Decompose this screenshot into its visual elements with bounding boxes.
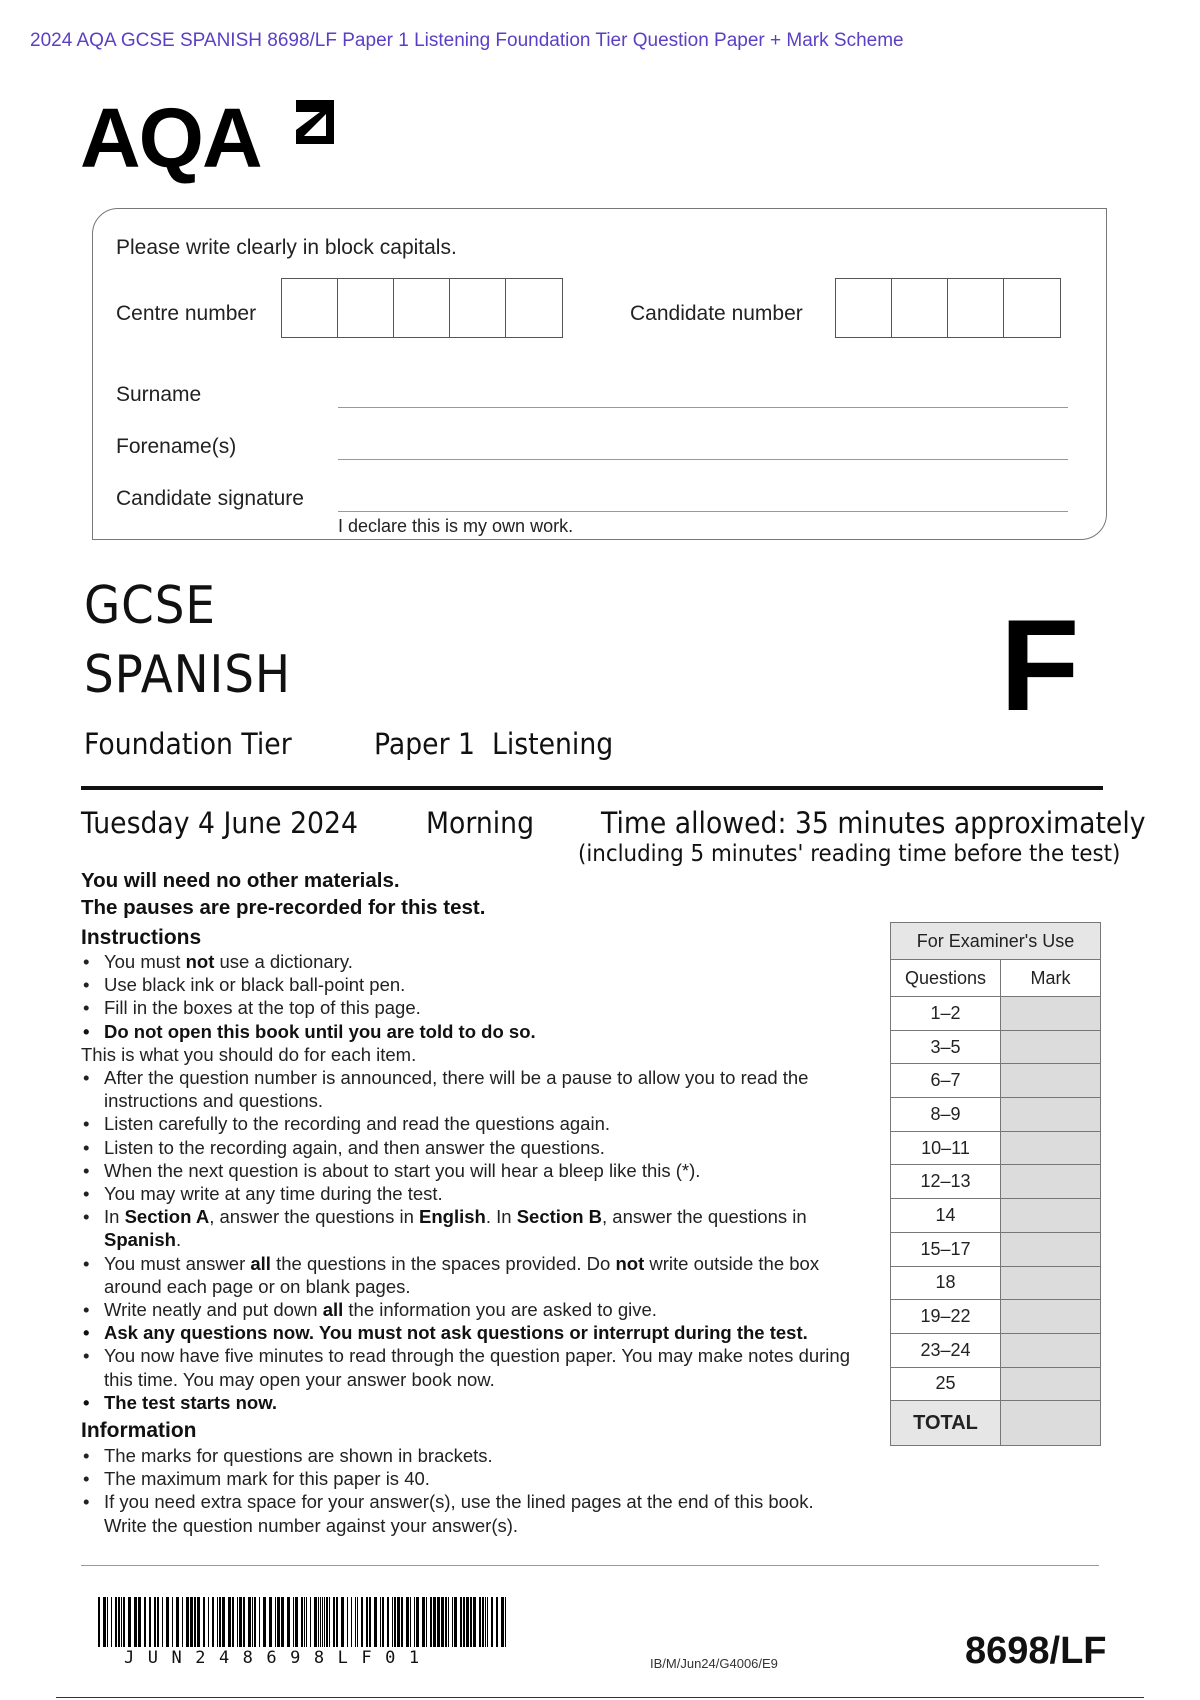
document-title-link[interactable]: 2024 AQA GCSE SPANISH 8698/LF Paper 1 Listening Foundation Tier Question Paper + Mark Scheme — [30, 30, 904, 51]
instruction-item: • You may write at any time during the test. — [81, 1182, 881, 1205]
declaration-text: I declare this is my own work. — [338, 516, 574, 536]
mark-cell — [1001, 1199, 1101, 1233]
barcode-text: JUN248698LF01 — [124, 1648, 433, 1668]
candidate-digit-box[interactable] — [892, 279, 948, 337]
mark-cell — [1001, 1131, 1101, 1165]
mark-cell — [1001, 1300, 1101, 1334]
question-range: 18 — [891, 1266, 1001, 1300]
information-block — [81, 1444, 851, 1537]
page-bottom-rule — [56, 1697, 1144, 1698]
mark-cell — [1001, 1333, 1101, 1367]
mark-cell — [1001, 1165, 1101, 1199]
barcode-icon — [98, 1597, 510, 1647]
materials-line-2: The pauses are pre-recorded for this test. — [81, 896, 486, 919]
instruction-item: • Fill in the boxes at the top of this page. — [81, 996, 881, 1019]
instruction-item: • Write neatly and put down all the information you are asked to give. — [81, 1298, 881, 1321]
subject-level: GCSE — [84, 576, 216, 636]
question-range: 10–11 — [891, 1131, 1001, 1165]
aqa-logo-icon — [282, 94, 340, 152]
instruction-item: • The test starts now. — [81, 1391, 881, 1414]
question-range: 14 — [891, 1199, 1001, 1233]
instruction-item: • Do not open this book until you are told to do so. — [81, 1020, 881, 1043]
footer-divider — [81, 1565, 1099, 1566]
question-range: 12–13 — [891, 1165, 1001, 1199]
instructions-block — [81, 950, 881, 1414]
mark-cell — [1001, 1064, 1101, 1098]
exam-date: Tuesday 4 June 2024 — [81, 806, 358, 840]
candidate-number-label: Candidate number — [630, 302, 803, 325]
instruction-item: • When the next question is about to start you will hear a bleep like this (*). — [81, 1159, 881, 1182]
question-range: 1–2 — [891, 997, 1001, 1031]
mark-column-header: Mark — [1001, 960, 1101, 997]
materials-line-1: You will need no other materials. — [81, 869, 400, 892]
instruction-item: • Ask any questions now. You must not ask questions or interrupt during the test. — [81, 1321, 881, 1344]
instruction-item: • Listen carefully to the recording and read the questions again. — [81, 1112, 881, 1135]
question-range: 6–7 — [891, 1064, 1001, 1098]
centre-digit-box[interactable] — [450, 279, 506, 337]
instructions-lead: This is what you should do for each item. — [81, 1043, 417, 1065]
information-item: • The marks for questions are shown in brackets. — [81, 1444, 851, 1467]
centre-digit-box[interactable] — [506, 279, 562, 337]
candidate-number-boxes[interactable] — [835, 278, 1061, 338]
question-range: 8–9 — [891, 1098, 1001, 1132]
signature-line[interactable] — [338, 511, 1068, 512]
title-divider — [81, 786, 1103, 790]
total-label: TOTAL — [891, 1401, 1001, 1446]
candidate-digit-box[interactable] — [948, 279, 1004, 337]
question-range: 3–5 — [891, 1030, 1001, 1064]
exam-session: Morning — [426, 806, 535, 840]
surname-line[interactable] — [338, 407, 1068, 408]
mark-cell — [1001, 1367, 1101, 1401]
questions-column-header: Questions — [891, 960, 1001, 997]
candidate-digit-box[interactable] — [836, 279, 892, 337]
question-range: 23–24 — [891, 1333, 1001, 1367]
centre-number-label: Centre number — [116, 302, 257, 325]
signature-label: Candidate signature — [116, 487, 304, 510]
time-allowed: Time allowed: 35 minutes approximately — [601, 806, 1146, 840]
tier-letter: F — [1000, 592, 1080, 738]
instruction-item: • After the question number is announced, there will be a pause to allow you to read the instructions and questions. — [81, 1066, 881, 1112]
forenames-label: Forename(s) — [116, 435, 237, 458]
total-mark-cell — [1001, 1401, 1101, 1446]
centre-number-boxes[interactable] — [281, 278, 563, 338]
centre-digit-box[interactable] — [282, 279, 338, 337]
aqa-logo-text: AQA — [80, 91, 261, 185]
paper-code: 8698/LF — [965, 1630, 1107, 1672]
mark-cell — [1001, 1030, 1101, 1064]
reading-time-note: (including 5 minutes' reading time before the test) — [578, 841, 1121, 867]
instructions-heading: Instructions — [81, 926, 202, 949]
mark-cell — [1001, 1232, 1101, 1266]
block-capitals-prompt: Please write clearly in block capitals. — [116, 236, 457, 259]
mark-cell — [1001, 1098, 1101, 1132]
instruction-item: • You must not use a dictionary. — [81, 950, 881, 973]
question-range: 25 — [891, 1367, 1001, 1401]
paper-label: Paper 1 Listening — [374, 727, 614, 761]
instruction-item: • Listen to the recording again, and then answer the questions. — [81, 1136, 881, 1159]
instruction-item: • Use black ink or black ball-point pen. — [81, 973, 881, 996]
mark-cell — [1001, 997, 1101, 1031]
subject-name: SPANISH — [84, 645, 291, 705]
question-range: 15–17 — [891, 1232, 1001, 1266]
information-item: • If you need extra space for your answer(s), use the lined pages at the end of this book. Write the question number against your answer(s). — [81, 1490, 851, 1536]
information-heading: Information — [81, 1419, 197, 1442]
question-range: 19–22 — [891, 1300, 1001, 1334]
centre-digit-box[interactable] — [338, 279, 394, 337]
forenames-line[interactable] — [338, 459, 1068, 460]
paper-reference: IB/M/Jun24/G4006/E9 — [650, 1656, 778, 1671]
information-item: • The maximum mark for this paper is 40. — [81, 1467, 851, 1490]
instruction-item: • You now have five minutes to read through the question paper. You may make notes during this time. You may open your answer book now. — [81, 1344, 881, 1390]
examiners-use-table — [890, 922, 1101, 1446]
tier-label: Foundation Tier — [84, 727, 292, 761]
examiners-use-title: For Examiner's Use — [891, 923, 1101, 960]
mark-cell — [1001, 1266, 1101, 1300]
candidate-digit-box[interactable] — [1004, 279, 1060, 337]
instruction-item: • You must answer all the questions in the spaces provided. Do not write outside the box around each page or on blank pages. — [81, 1252, 881, 1298]
instruction-item: • In Section A, answer the questions in English. In Section B, answer the questions in Spanish. — [81, 1205, 881, 1251]
centre-digit-box[interactable] — [394, 279, 450, 337]
surname-label: Surname — [116, 383, 202, 406]
